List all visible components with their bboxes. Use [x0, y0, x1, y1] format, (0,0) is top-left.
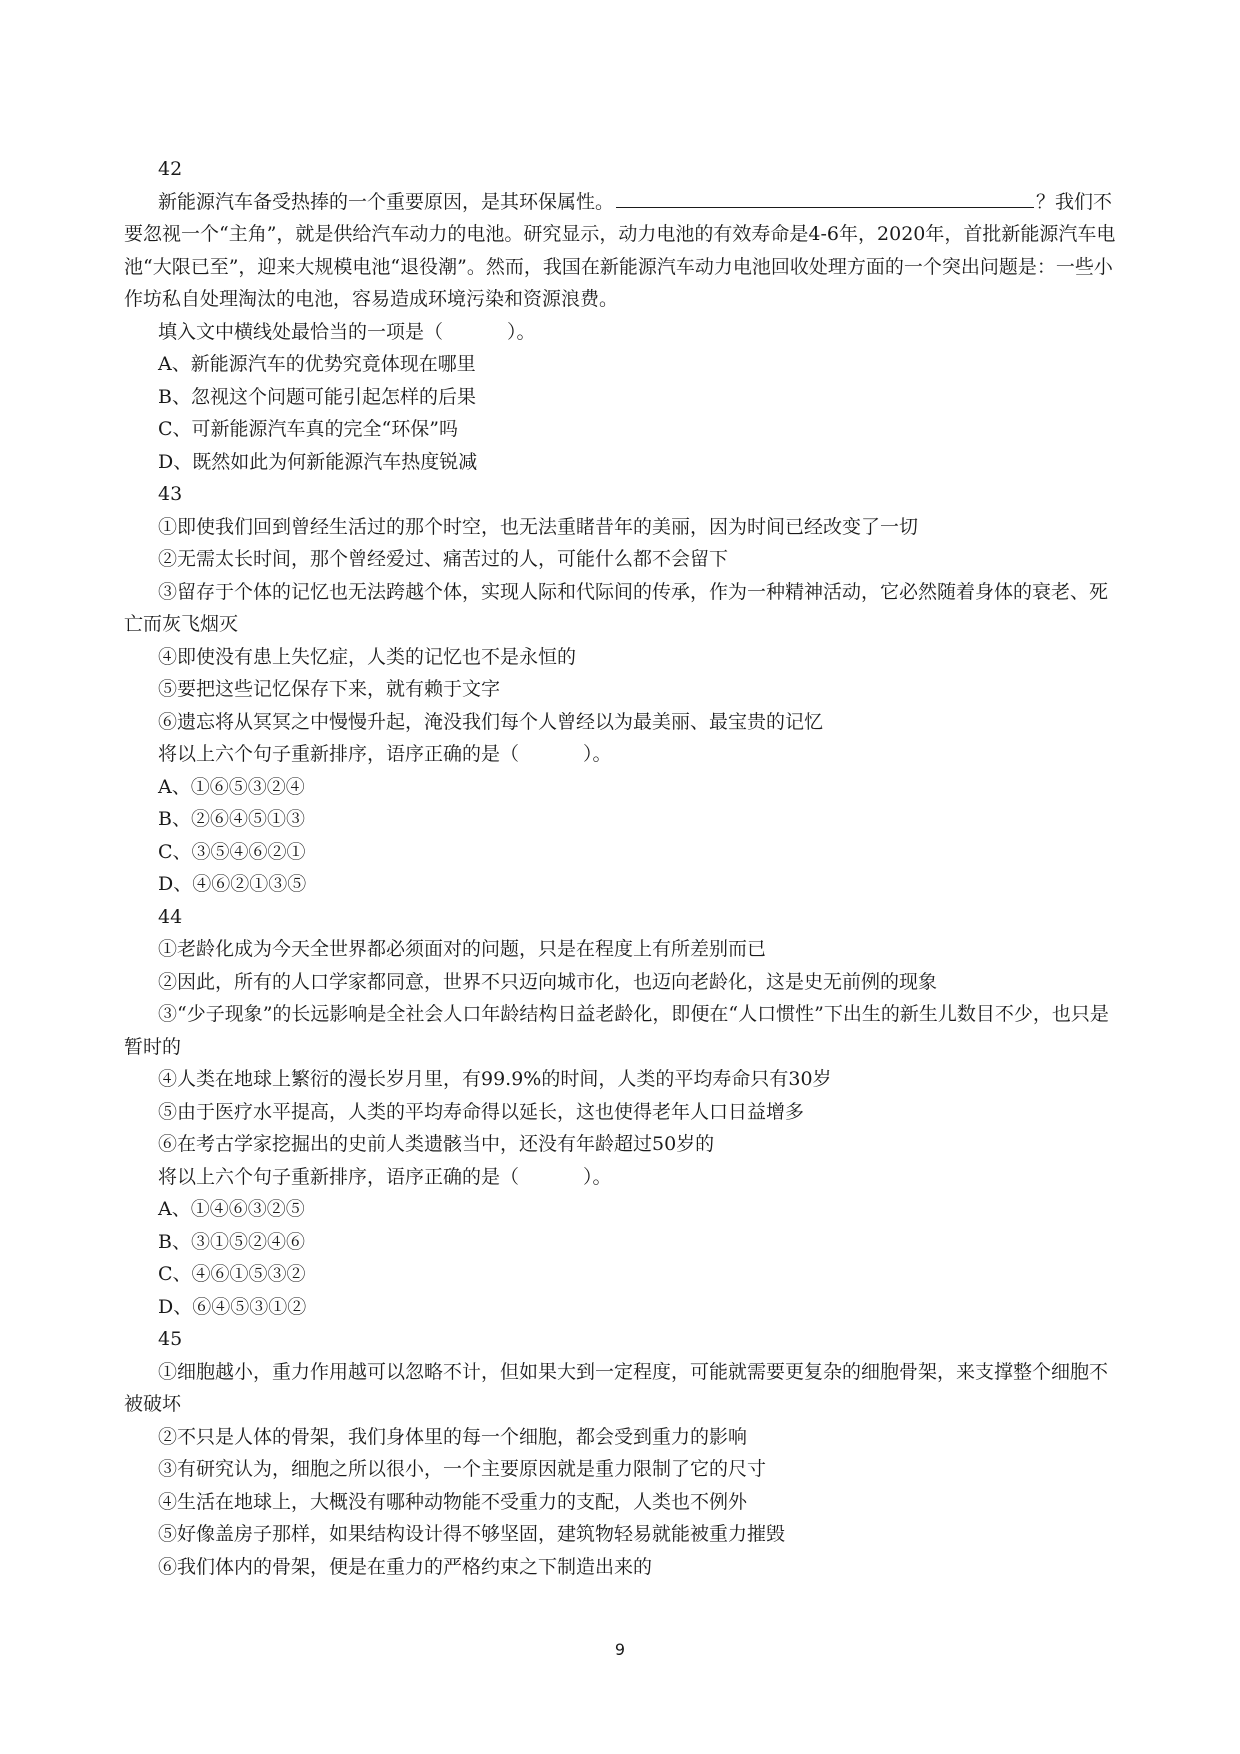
passage-question-mark: ？ [1036, 190, 1056, 213]
question-43 [124, 478, 1122, 901]
question-44 [124, 901, 1122, 1324]
passage-rest: 我们不要忽视一个“主角”，就是供给汽车动力的电池。研究显示，动力电池的有效寿命是4-6年，2020年，首批新能源汽车电池“大限已至”，迎来大规模电池“退役潮”。然而，我国在新能源汽车动力电池回收处理方面的一个突出问题是：一些小作坊私自处理淘汰的电池，容易造成环境污染和资源浪费。 [124, 190, 1116, 310]
sentence-5: ⑤要把这些记忆保存下来，就有赖于文字 [158, 678, 501, 700]
page-number: 9 [614, 1640, 626, 1659]
sentence-3: ③留存于个体的记忆也无法跨越个体，实现人际和代际间的传承，作为一种精神活动，它必然随着身体的衰老、死亡而灰飞烟灭 [124, 580, 1109, 635]
sentence-3: ③有研究认为，细胞之所以很小，一个主要原因就是重力限制了它的尺寸 [158, 1458, 767, 1480]
question-stem: 填入文中横线处最恰当的一项是（ ）。 [158, 320, 536, 343]
option-c: C、可新能源汽车真的完全“环保”吗 [158, 418, 458, 440]
passage-lead: 新能源汽车备受热捧的一个重要原因，是其环保属性。 [158, 190, 615, 213]
option-b: B、③①⑤②④⑥ [158, 1230, 305, 1253]
sentence-2: ②不只是人体的骨架，我们身体里的每一个细胞，都会受到重力的影响 [158, 1425, 748, 1448]
question-number: 42 [158, 158, 183, 180]
page-content [124, 153, 1122, 1583]
question-number: 44 [158, 905, 183, 928]
option-b: B、②⑥④⑤①③ [158, 808, 305, 830]
sentence-6: ⑥我们体内的骨架，便是在重力的严格约束之下制造出来的 [158, 1555, 653, 1578]
sentence-5: ⑤好像盖房子那样，如果结构设计得不够坚固，建筑物轻易就能被重力摧毁 [158, 1523, 786, 1545]
sentence-4: ④即使没有患上失忆症，人类的记忆也不是永恒的 [158, 645, 577, 668]
option-d: D、⑥④⑤③①② [158, 1295, 307, 1318]
question-number: 45 [158, 1328, 183, 1350]
sentence-6: ⑥在考古学家挖掘出的史前人类遗骸当中，还没有年龄超过50岁的 [158, 1133, 715, 1155]
sentence-2: ②因此，所有的人口学家都同意，世界不只迈向城市化，也迈向老龄化，这是史无前例的现象 [158, 970, 938, 993]
option-a: A、①⑥⑤③②④ [158, 775, 305, 798]
option-b: B、忽视这个问题可能引起怎样的后果 [158, 385, 476, 408]
option-a: A、①④⑥③②⑤ [158, 1198, 305, 1220]
sentence-1: ①即使我们回到曾经生活过的那个时空，也无法重睹昔年的美丽，因为时间已经改变了一切 [158, 515, 919, 538]
sentence-3: ③“少子现象”的长远影响是全社会人口年龄结构日益老龄化，即便在“人口惯性”下出生的新生儿数目不少，也只是暂时的 [124, 1003, 1109, 1058]
sentence-1: ①细胞越小，重力作用越可以忽略不计，但如果大到一定程度，可能就需要更复杂的细胞骨架，来支撑整个细胞不被破坏 [124, 1360, 1109, 1415]
sentence-4: ④人类在地球上繁衍的漫长岁月里，有99.9%的时间，人类的平均寿命只有30岁 [158, 1068, 832, 1090]
question-passage [124, 186, 1122, 316]
option-c: C、③⑤④⑥②① [158, 840, 306, 863]
sentence-5: ⑤由于医疗水平提高，人类的平均寿命得以延长，这也使得老年人口日益增多 [158, 1100, 805, 1123]
option-a: A、新能源汽车的优势究竟体现在哪里 [158, 353, 476, 375]
question-number: 43 [158, 483, 183, 505]
question-stem: 将以上六个句子重新排序，语序正确的是（ ）。 [158, 1165, 612, 1188]
sentence-2: ②无需太长时间，那个曾经爱过、痛苦过的人，可能什么都不会留下 [158, 548, 729, 570]
question-42 [124, 153, 1122, 478]
question-stem: 将以上六个句子重新排序，语序正确的是（ ）。 [158, 743, 612, 765]
option-c: C、④⑥①⑤③② [158, 1263, 306, 1285]
sentence-6: ⑥遗忘将从冥冥之中慢慢升起，淹没我们每个人曾经以为最美丽、最宝贵的记忆 [158, 710, 824, 733]
question-45 [124, 1323, 1122, 1583]
sentence-1: ①老龄化成为今天全世界都必须面对的问题，只是在程度上有所差别而已 [158, 938, 767, 960]
fill-in-blank-line [616, 187, 1034, 208]
option-d: D、④⑥②①③⑤ [158, 873, 307, 895]
option-d: D、既然如此为何新能源汽车热度锐减 [158, 450, 478, 473]
sentence-4: ④生活在地球上，大概没有哪种动物能不受重力的支配，人类也不例外 [158, 1490, 748, 1513]
